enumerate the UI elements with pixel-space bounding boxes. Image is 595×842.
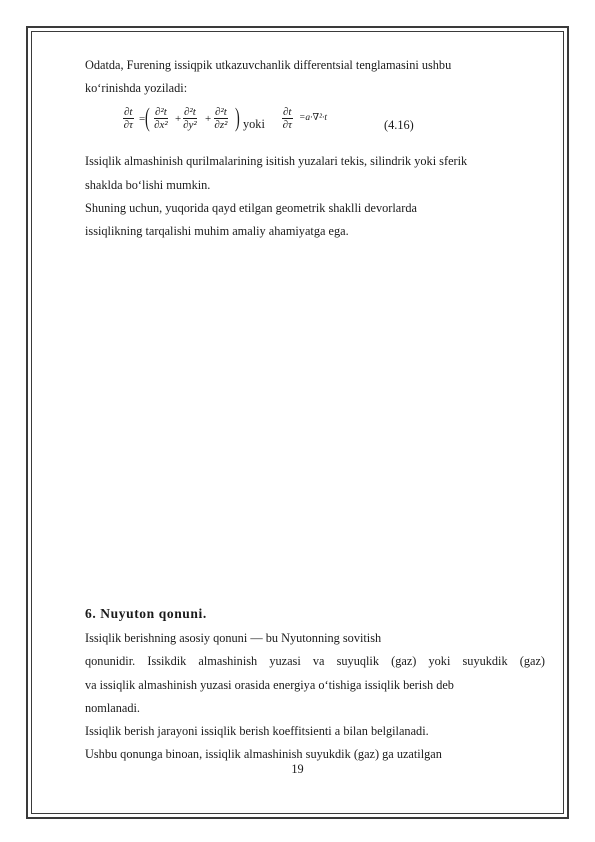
t2-denominator: ∂y² <box>183 119 197 131</box>
paragraph-line: ko‘rinishda yoziladi: <box>85 81 188 95</box>
right-paren: ) <box>234 103 240 132</box>
equation-number: (4.16) <box>384 118 414 132</box>
paragraph-line: va issiqlik almashinish yuzasi orasida energiya o‘tishiga issiqlik berish deb <box>85 678 454 692</box>
paragraph-line: qonunidir. Issikdik almashinish yuzasi va suyuqlik (gaz) yoki suyukdik (gaz) <box>85 654 545 668</box>
plus-sign: + <box>205 113 212 125</box>
fraction-d2t-dx2 <box>154 107 168 131</box>
fraction-dt-dtau <box>282 107 293 131</box>
lhs-denominator: ∂τ <box>123 119 133 131</box>
t1-numerator: ∂²t <box>155 106 167 118</box>
paragraph-line: issiqlikning tarqalishi muhim amaliy ahamiyatga ega. <box>85 224 349 238</box>
t3-denominator: ∂z² <box>214 119 228 131</box>
laplacian-expression: =a·∇²·t <box>299 113 328 123</box>
fraction-lhs <box>123 107 134 131</box>
paragraph-line: Shuning uchun, yuqorida qayd etilgan geometrik shaklli devorlarda <box>85 201 417 215</box>
rhs-numerator: ∂t <box>283 106 292 118</box>
section-heading: 6. Nuyuton qonuni. <box>85 606 207 621</box>
page-border-inner <box>31 31 564 814</box>
paragraph-line: shaklda bo‘lishi mumkin. <box>85 178 211 192</box>
t1-denominator: ∂x² <box>154 119 168 131</box>
paragraph-line: Issiqlik almashinish qurilmalarining isitish yuzalari tekis, silindrik yoki sferik <box>85 154 468 168</box>
equals-sign: = <box>139 113 146 125</box>
plus-sign: + <box>175 113 182 125</box>
fraction-d2t-dz2 <box>214 107 228 131</box>
left-paren: ( <box>144 103 150 132</box>
paragraph-line: Ushbu qonunga binoan, issiqlik almashinish suyukdik (gaz) ga uzatilgan <box>85 747 442 761</box>
rhs-denominator: ∂τ <box>282 119 292 131</box>
fraction-d2t-dy2 <box>183 107 197 131</box>
t3-numerator: ∂²t <box>215 106 227 118</box>
t2-numerator: ∂²t <box>184 106 196 118</box>
paragraph-line: Issiqlik berish jarayoni issiqlik berish koeffitsienti a bilan belgilanadi. <box>85 724 429 738</box>
paragraph-line: Issiqlik berishning asosiy qonuni — bu Nyutonning sovitish <box>85 631 382 645</box>
paragraph-line: Odatda, Furening issiqpik utkazuvchanlik differentsial tenglamasini ushbu <box>85 58 452 72</box>
yoki-word: yoki <box>243 117 265 131</box>
paragraph-line: nomlanadi. <box>85 701 140 715</box>
lhs-numerator: ∂t <box>124 106 133 118</box>
page-number: 19 <box>291 762 304 776</box>
